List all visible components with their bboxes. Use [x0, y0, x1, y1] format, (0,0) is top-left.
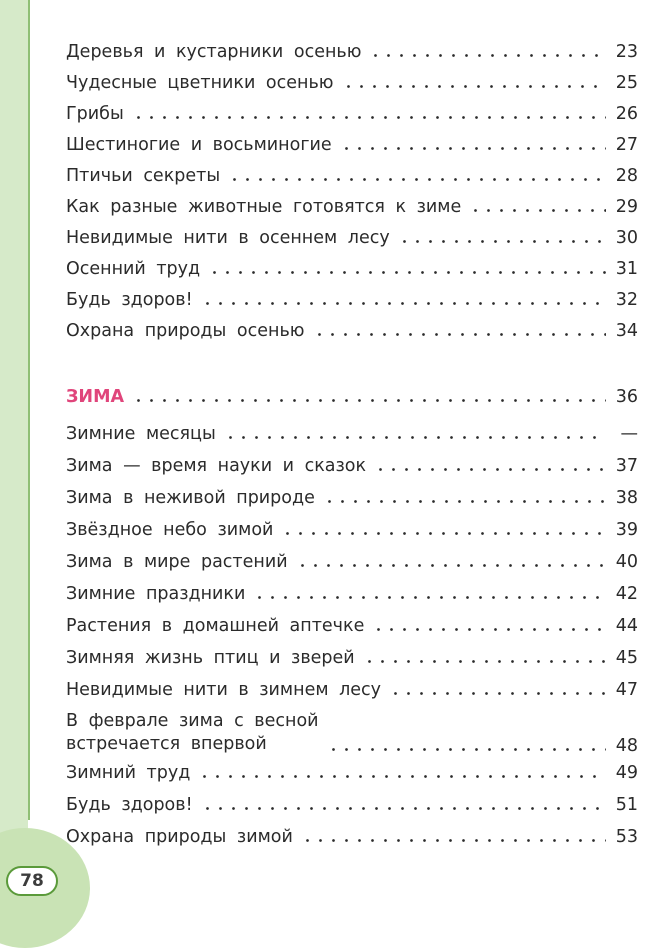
entry-title: Охрана природы зимой: [66, 827, 293, 847]
toc-entry[interactable]: [66, 228, 638, 248]
dot-leader: [340, 147, 606, 150]
entry-title: Будь здоров!: [66, 290, 193, 310]
dot-leader: [389, 692, 606, 695]
entry-page: 47: [615, 680, 638, 700]
entry-page: 26: [615, 104, 638, 124]
entry-title: Деревья и кустарники осенью: [66, 42, 362, 62]
toc-entry[interactable]: [66, 73, 638, 93]
section-page: 36: [615, 387, 638, 407]
dot-leader: [198, 775, 606, 778]
entry-page: —: [620, 424, 638, 444]
toc-entry[interactable]: [66, 795, 638, 815]
toc-entry[interactable]: [66, 827, 638, 847]
entry-page: 48: [615, 736, 638, 756]
entry-page: 51: [615, 795, 638, 815]
dot-leader: [201, 807, 606, 810]
entry-title: Звёздное небо зимой: [66, 520, 274, 540]
toc-entry[interactable]: [66, 135, 638, 155]
entry-page: 31: [615, 259, 638, 279]
dot-leader: [201, 302, 606, 305]
entry-page: 30: [615, 228, 638, 248]
entry-page: 28: [615, 166, 638, 186]
frame-border-line: [28, 0, 30, 820]
toc-entry[interactable]: [66, 488, 638, 508]
entry-page: 23: [615, 42, 638, 62]
toc-entry[interactable]: [66, 680, 638, 700]
dot-leader: [398, 240, 606, 243]
dot-leader: [374, 468, 606, 471]
entry-title: Как разные животные готовятся к зиме: [66, 197, 462, 217]
entry-page: 37: [615, 456, 638, 476]
entry-page: 39: [615, 520, 638, 540]
dot-leader: [224, 436, 606, 439]
dot-leader: [469, 209, 606, 212]
toc-entry[interactable]: [66, 616, 638, 636]
entry-page: 40: [615, 552, 638, 572]
entry-title: Будь здоров!: [66, 795, 193, 815]
entry-title: Зимние месяцы: [66, 424, 216, 444]
toc-entry[interactable]: [66, 424, 638, 444]
entry-title: Невидимые нити в осеннем лесу: [66, 228, 390, 248]
entry-page: 49: [615, 763, 638, 783]
toc-entry-multiline[interactable]: [66, 710, 638, 756]
entry-page: 32: [615, 290, 638, 310]
entry-page: 42: [615, 584, 638, 604]
section-title: ЗИМА: [66, 387, 125, 407]
entry-title: Шестиногие и восьминогие: [66, 135, 332, 155]
dot-leader: [296, 564, 606, 567]
entry-title: Зима в неживой природе: [66, 488, 315, 508]
dot-leader: [372, 628, 606, 631]
toc-entry[interactable]: [66, 197, 638, 217]
entry-title: Осенний труд: [66, 259, 201, 279]
dot-leader: [363, 660, 606, 663]
dot-leader: [301, 839, 606, 842]
entry-title: Охрана природы осенью: [66, 321, 305, 341]
entry-title: Зима в мире растений: [66, 552, 288, 572]
entry-page: 38: [615, 488, 638, 508]
toc-section-winter[interactable]: [66, 387, 638, 407]
dot-leader: [228, 178, 606, 181]
dot-leader: [323, 500, 606, 503]
dot-leader: [327, 748, 606, 751]
entry-title: [66, 710, 319, 756]
dot-leader: [132, 116, 606, 119]
entry-title: Чудесные цветники осенью: [66, 73, 334, 93]
entry-title: Зимняя жизнь птиц и зверей: [66, 648, 355, 668]
toc-entry[interactable]: [66, 290, 638, 310]
entry-title: Зимний труд: [66, 763, 191, 783]
entry-page: 27: [615, 135, 638, 155]
entry-page: 25: [615, 73, 638, 93]
entry-title: Зимние праздники: [66, 584, 246, 604]
entry-page: 34: [615, 321, 638, 341]
toc-entry[interactable]: [66, 166, 638, 186]
dot-leader: [253, 596, 606, 599]
dot-leader: [369, 54, 606, 57]
entry-title: Невидимые нити в зимнем лесу: [66, 680, 382, 700]
entry-title: Грибы: [66, 104, 124, 124]
toc-entry[interactable]: [66, 584, 638, 604]
entry-title-line-1: В феврале зима с весной: [66, 711, 319, 731]
toc-entry[interactable]: [66, 520, 638, 540]
entry-title-line-2: встречается впервой: [66, 734, 267, 754]
entry-title: Птичьи секреты: [66, 166, 221, 186]
dot-leader: [208, 271, 606, 274]
side-decoration-strip: [0, 0, 28, 900]
dot-leader: [342, 85, 606, 88]
toc-entry[interactable]: [66, 763, 638, 783]
toc-entry[interactable]: [66, 552, 638, 572]
entry-title: Растения в домашней аптечке: [66, 616, 365, 636]
entry-page: 53: [615, 827, 638, 847]
toc-entry[interactable]: [66, 648, 638, 668]
dot-leader: [313, 333, 607, 336]
entry-page: 44: [615, 616, 638, 636]
entry-title: Зима — время науки и сказок: [66, 456, 367, 476]
toc-entry[interactable]: [66, 104, 638, 124]
page-number-badge: 78: [6, 866, 58, 896]
toc-entry[interactable]: [66, 456, 638, 476]
toc-entry[interactable]: [66, 42, 638, 62]
dot-leader: [281, 532, 606, 535]
toc-entry[interactable]: [66, 259, 638, 279]
entry-page: 29: [615, 197, 638, 217]
toc-entry[interactable]: [66, 321, 638, 341]
entry-page: 45: [615, 648, 638, 668]
dot-leader: [132, 399, 606, 402]
